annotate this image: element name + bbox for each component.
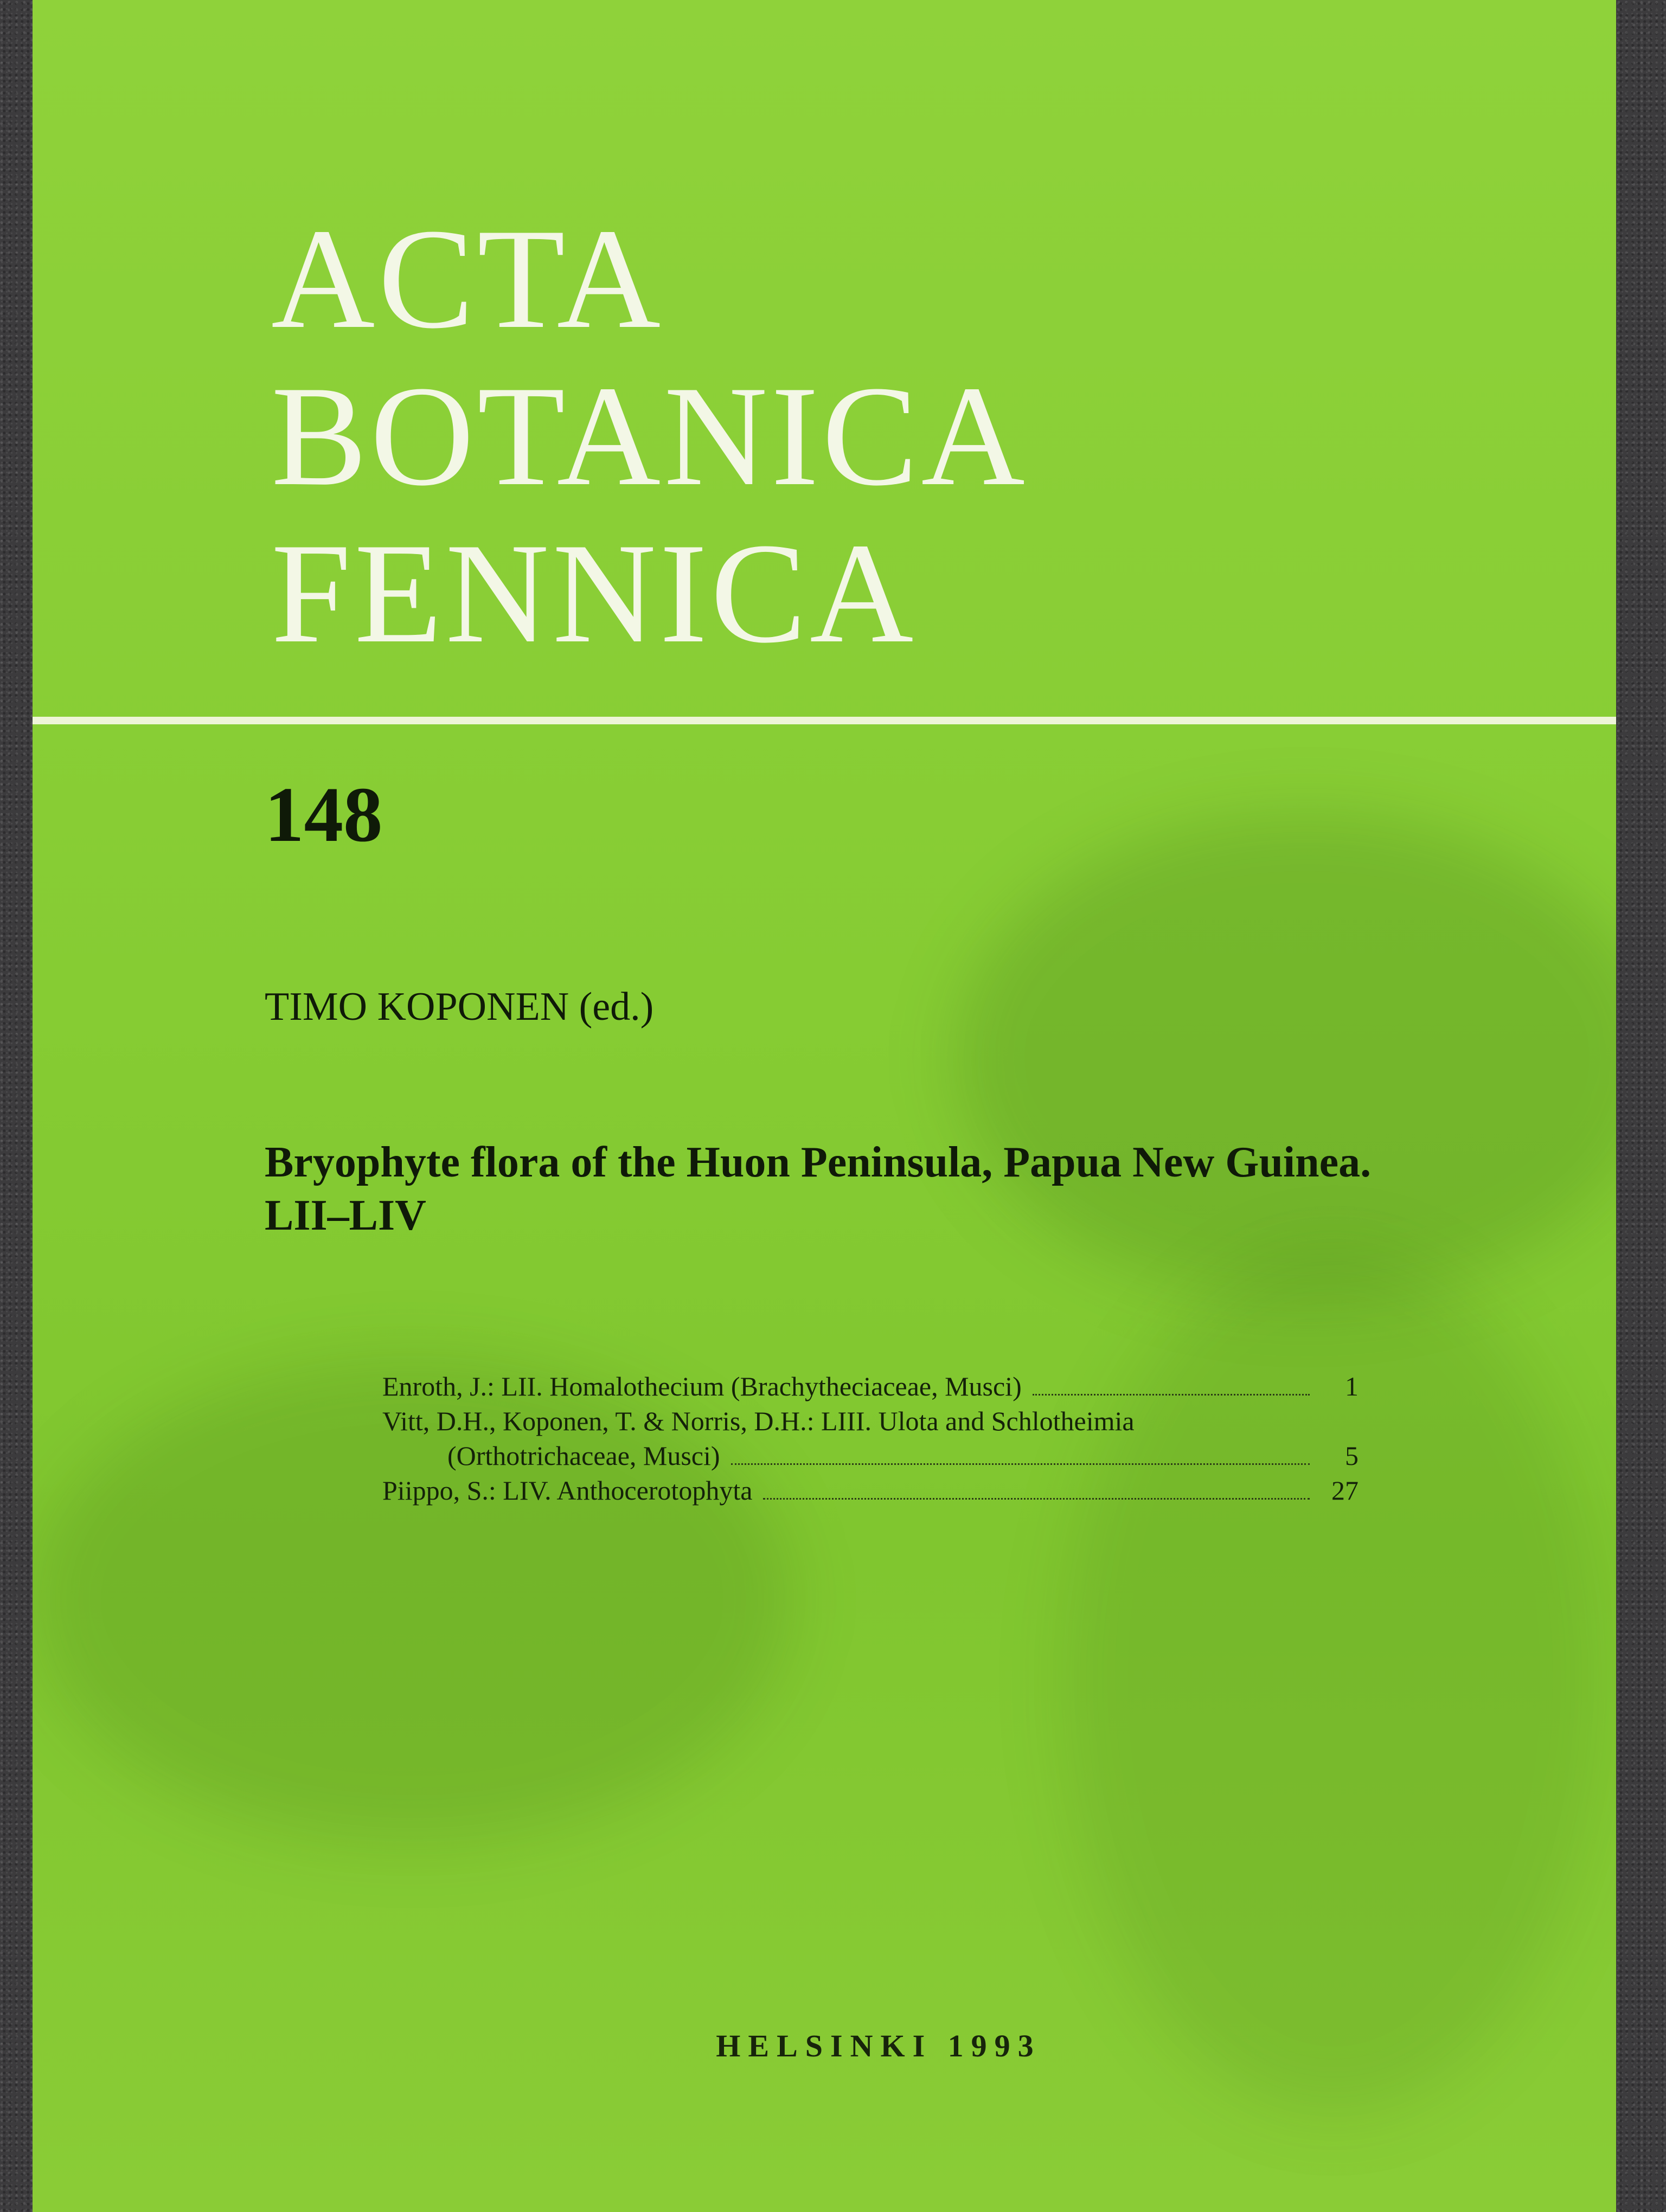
journal-title-line: BOTANICA	[271, 357, 1028, 516]
toc-leader	[763, 1498, 1310, 1500]
table-of-contents	[382, 1369, 1359, 1508]
toc-entry	[382, 1369, 1359, 1404]
toc-entry-page: 5	[1345, 1441, 1359, 1471]
toc-leader	[731, 1463, 1310, 1465]
journal-title	[271, 201, 1028, 672]
journal-title-line: FENNICA	[271, 514, 917, 673]
toc-entry-page: 1	[1345, 1371, 1359, 1401]
publication-imprint: HELSINKI 1993	[716, 2028, 1041, 2063]
toc-entry-title: Vitt, D.H., Koponen, T. & Norris, D.H.: LIII. Ulota and Schlotheimia	[382, 1406, 1135, 1436]
editor-name: TIMO KOPONEN (ed.)	[265, 985, 654, 1029]
subtitle-line: Bryophyte flora of the Huon Peninsula, Papua New Guinea.	[265, 1139, 1372, 1186]
toc-entry	[382, 1438, 1359, 1473]
book-cover	[33, 0, 1616, 2212]
volume-subtitle	[265, 1136, 1371, 1242]
toc-entry-title: Enroth, J.: LII. Homalothecium (Brachytheciaceae, Musci)	[382, 1371, 1022, 1401]
subtitle-line: LII–LIV	[265, 1192, 426, 1239]
toc-leader	[1033, 1394, 1310, 1396]
toc-entry	[382, 1473, 1359, 1508]
issue-number: 148	[265, 771, 383, 858]
toc-entry-title: Piippo, S.: LIV. Anthocerotophyta	[382, 1475, 753, 1506]
horizontal-rule	[33, 717, 1616, 724]
toc-entry-title: (Orthotrichaceae, Musci)	[447, 1441, 720, 1471]
toc-entry	[382, 1404, 1359, 1438]
journal-title-line: ACTA	[271, 200, 664, 358]
toc-entry-page: 27	[1331, 1475, 1359, 1506]
